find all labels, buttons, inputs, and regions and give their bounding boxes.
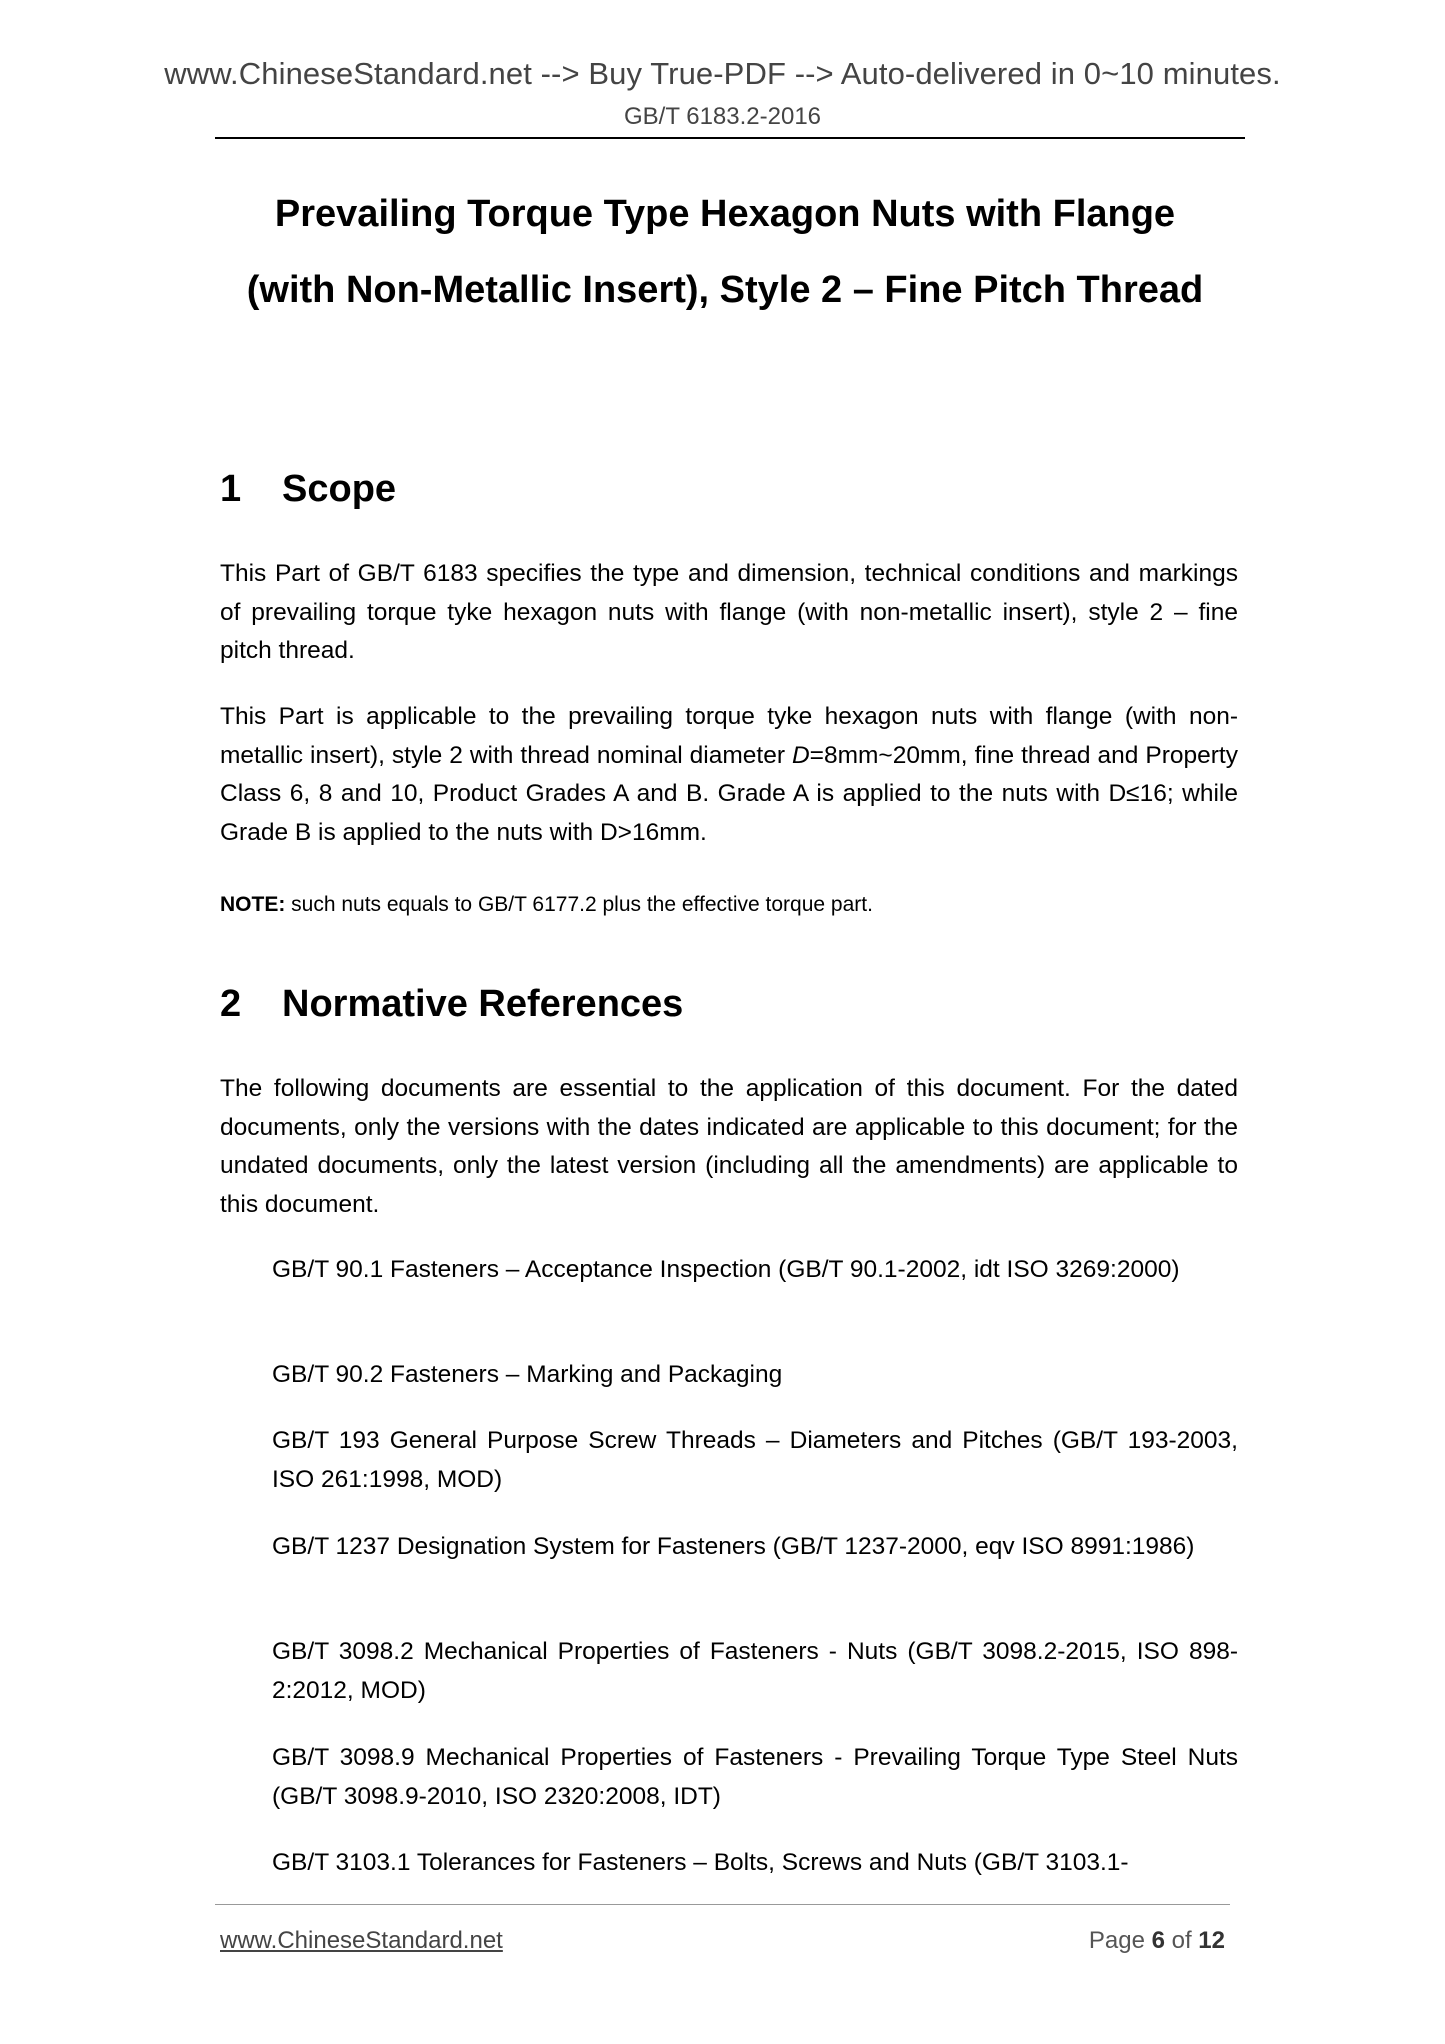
header-doc-code: GB/T 6183.2-2016 — [623, 103, 822, 130]
header-divider — [215, 137, 1245, 139]
reference-item: GB/T 90.2 Fasteners – Marking and Packaging — [272, 1361, 783, 1388]
page-number — [1089, 1927, 1225, 1955]
note-text: such nuts equals to GB/T 6177.2 plus the effective torque part. — [285, 893, 873, 916]
section-1-title: Scope — [282, 468, 397, 510]
scope-paragraph-2-start: This Part is applicable to the prevailing torque tyke hexagon nuts with flange (with non-metallic insert), style 2 with thread nominal diameter — [220, 703, 1238, 769]
title-line-1: Prevailing Torque Type Hexagon Nuts with Flange — [274, 193, 1176, 235]
reference-item: GB/T 3098.2 Mechanical Properties of Fasteners - Nuts (GB/T 3098.2-2015, ISO 898-2:2012, MOD) — [272, 1638, 1238, 1704]
reference-item: GB/T 3103.1 Tolerances for Fasteners – Bolts, Screws and Nuts (GB/T 3103.1- — [272, 1849, 1129, 1876]
reference-item: GB/T 1237 Designation System for Fasteners (GB/T 1237-2000, eqv ISO 8991:1986) — [272, 1533, 1195, 1560]
reference-item: GB/T 193 General Purpose Screw Threads – Diameters and Pitches (GB/T 193-2003, ISO 261:1998, MOD) — [272, 1427, 1238, 1493]
page-current: 6 — [1151, 1927, 1165, 1954]
document-title — [180, 176, 1270, 328]
section-2-title: Normative References — [282, 983, 684, 1025]
diameter-variable: D — [791, 741, 810, 769]
header-banner[interactable]: www.ChineseStandard.net --> Buy True-PDF --> Auto-delivered in 0~10 minutes. — [164, 56, 1281, 91]
note-label: NOTE: — [220, 893, 286, 916]
reference-item: GB/T 3098.9 Mechanical Properties of Fasteners - Prevailing Torque Type Steel Nuts (GB/T 3098.9-2010, ISO 2320:2008, IDT) — [272, 1744, 1238, 1810]
page-of: of — [1164, 1927, 1199, 1954]
page-prefix: Page — [1088, 1927, 1152, 1954]
scope-note — [220, 890, 1238, 920]
references-intro: The following documents are essential to the application of this document. For the dated documents, only the versions with the dates indicated are applicable to this document; for the undated documents, only the latest version (including all the amendments) are applicable to this document. — [220, 1075, 1238, 1218]
scope-paragraph-2 — [220, 698, 1238, 852]
footer-divider — [215, 1904, 1230, 1905]
footer-website-link[interactable]: www.ChineseStandard.net — [220, 1927, 503, 1954]
page-total: 12 — [1198, 1927, 1225, 1954]
scope-paragraph-2-end: =8mm~20mm, fine thread and Property Class 6, 8 and 10, Product Grades A and B. Grade A is applied to the nuts with D≤16; while Grade B is applied to the nuts with D>16mm. — [220, 741, 1238, 846]
title-line-2: (with Non-Metallic Insert), Style 2 – Fine Pitch Thread — [246, 269, 1204, 311]
section-1-number: 1 — [220, 468, 242, 510]
scope-paragraph-1: This Part of GB/T 6183 specifies the type and dimension, technical conditions and markings of prevailing torque tyke hexagon nuts with flange (with non-metallic insert), style 2 – fine pitch thread. — [220, 560, 1238, 664]
section-2-number: 2 — [220, 983, 242, 1025]
reference-item: GB/T 90.1 Fasteners – Acceptance Inspection (GB/T 90.1-2002, idt ISO 3269:2000) — [272, 1256, 1180, 1283]
section-2-heading — [220, 979, 683, 1029]
section-1-heading — [220, 464, 396, 514]
